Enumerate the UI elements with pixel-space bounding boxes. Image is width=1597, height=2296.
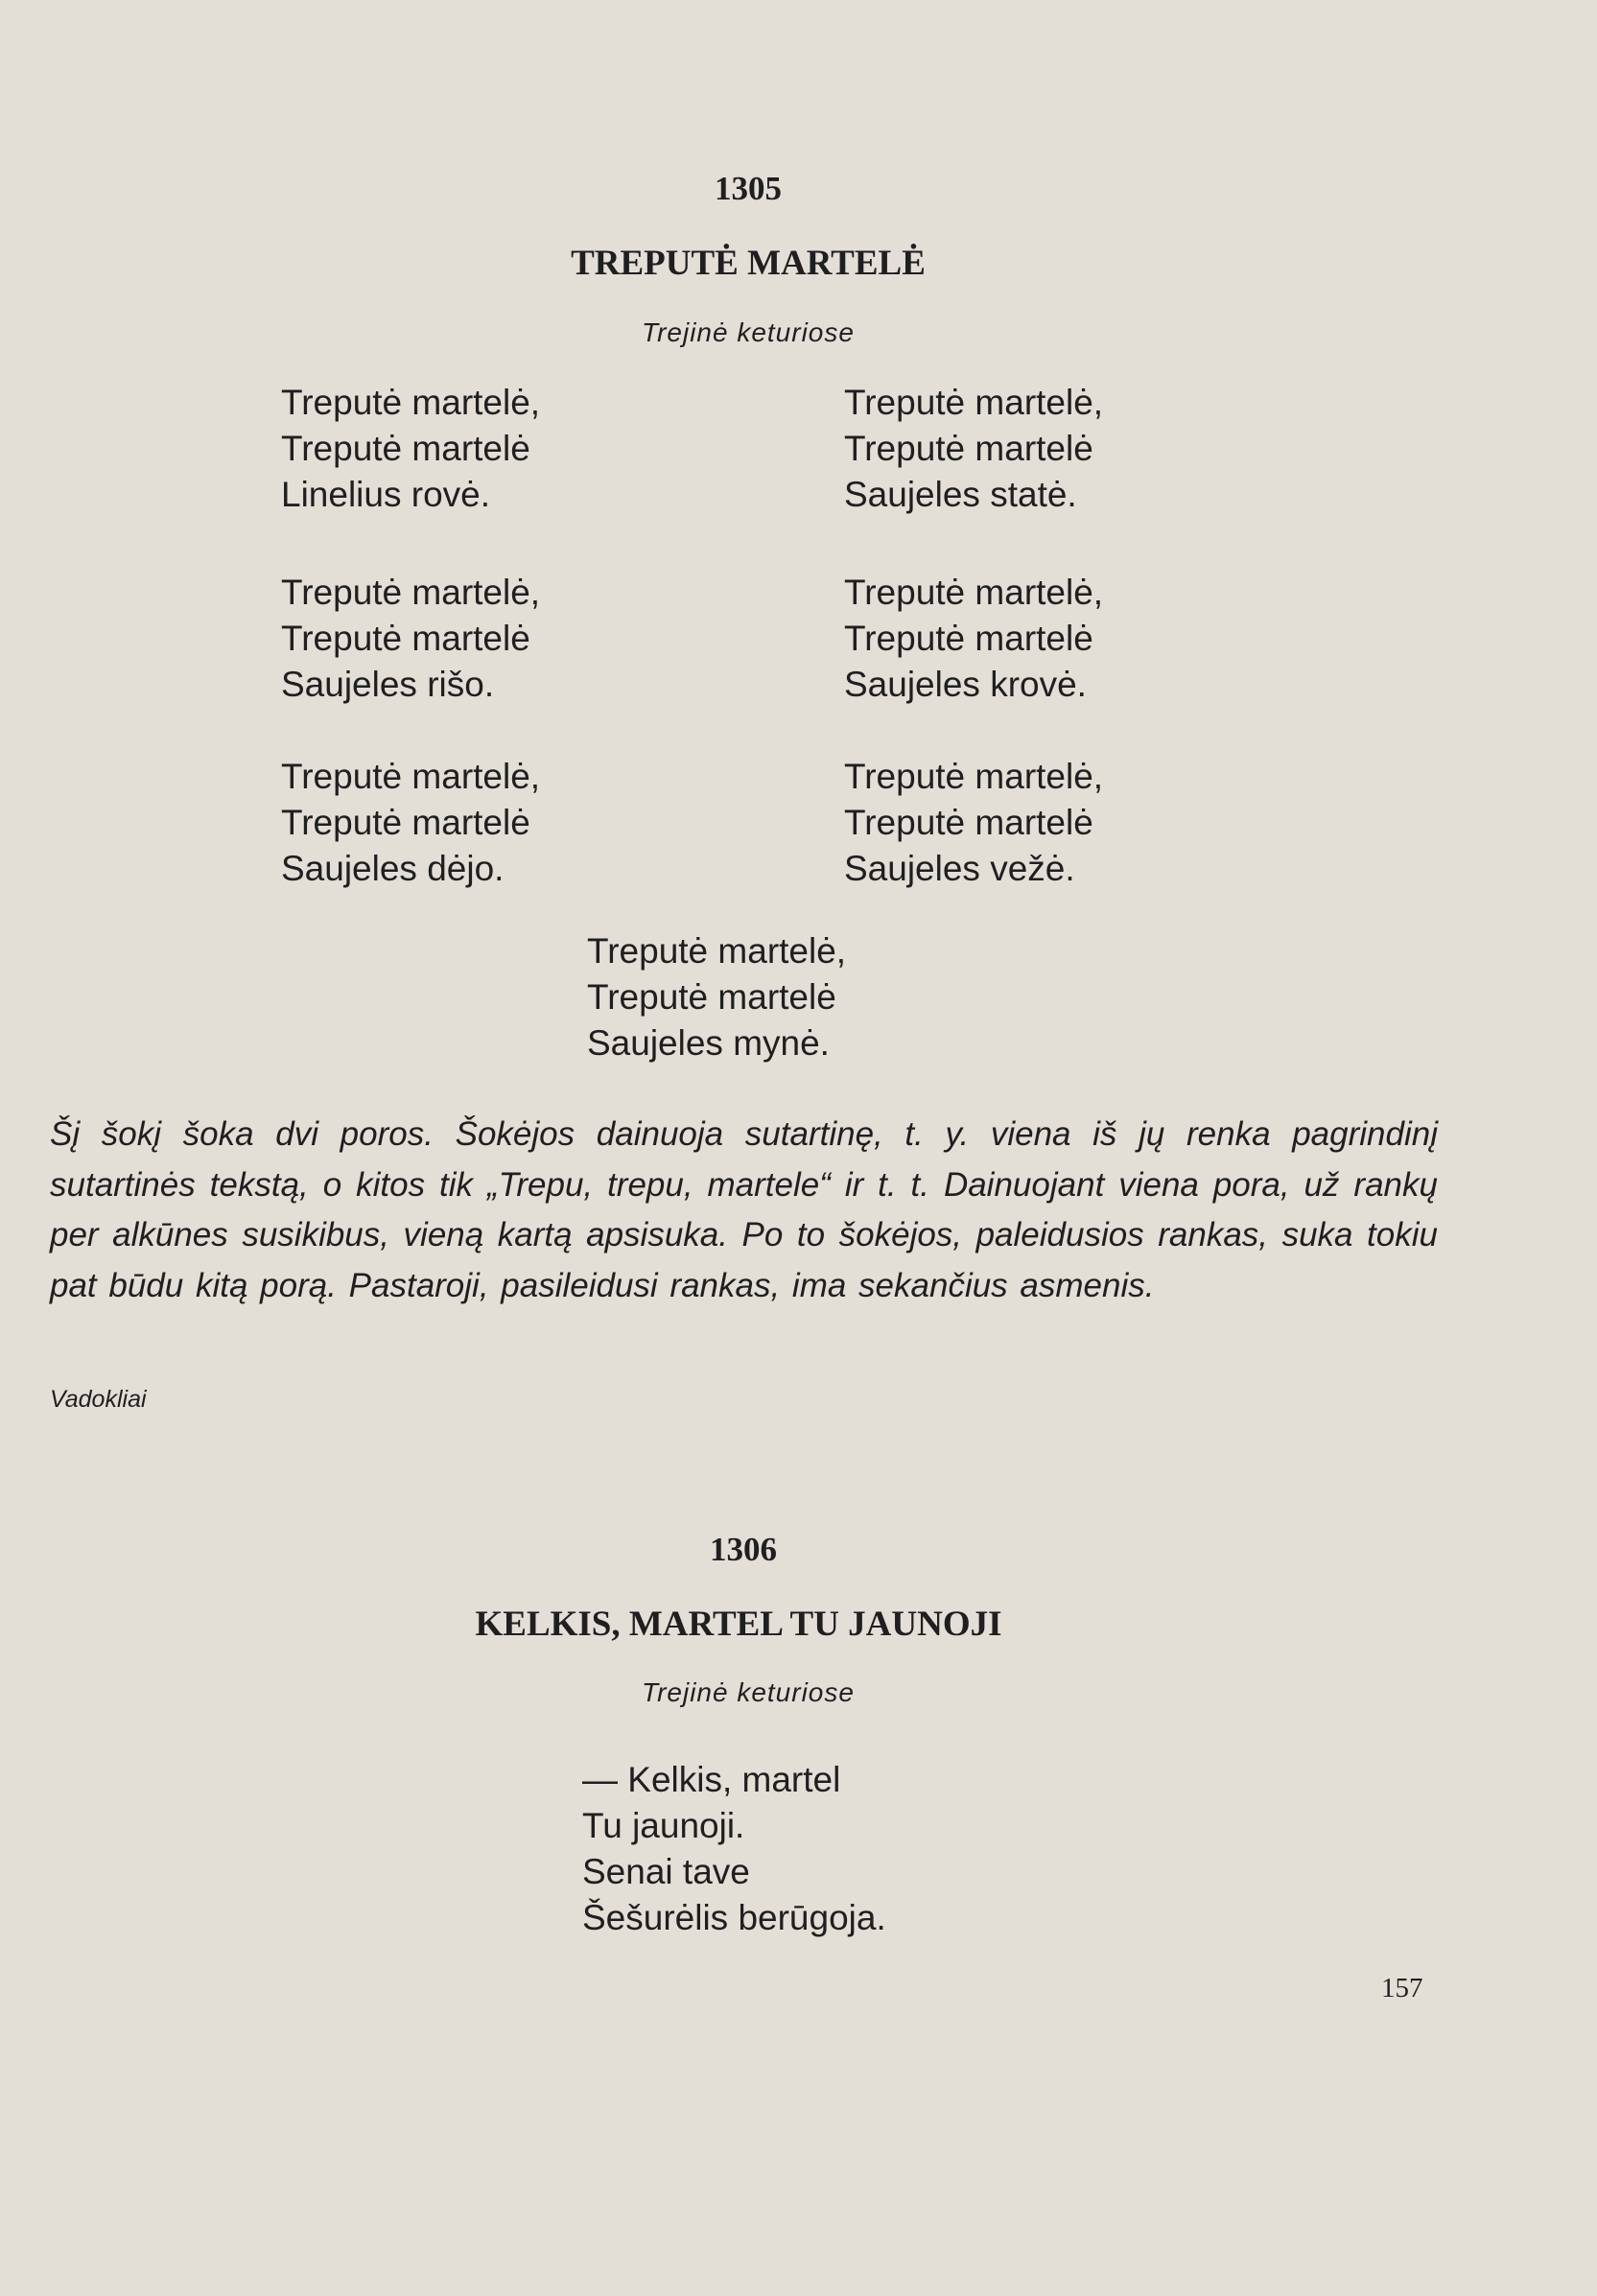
verse-line: Treputė martelė (844, 619, 1093, 658)
verse-line: Treputė martelė, (844, 757, 1104, 796)
verse-line: Saujeles mynė. (587, 1023, 830, 1063)
stanza-3 (281, 570, 540, 708)
verse-line: Linelius rovė. (281, 475, 491, 514)
verse-line: Saujeles statė. (844, 475, 1077, 514)
stanza-1 (281, 380, 540, 518)
song-title: TREPUTĖ MARTELĖ (571, 244, 926, 283)
page-number: 157 (1381, 1973, 1423, 2003)
verse-line: Treputė martelė, (587, 931, 847, 971)
song-number: 1306 (710, 1531, 777, 1568)
song-number: 1305 (715, 170, 782, 207)
dance-description: Šį šokį šoka dvi poros. Šokėjos dainuoja sutartinę, t. y. viena iš jų renka pagrindinį sutartinės tekstą, o kitos tik „Trepu, trepu, martele“ ir t. t. Dainuojant viena pora, už rankų per alkūnes susikibus, vieną kartą apsisuka. Po to šokėjos, paleidusios rankas, suka tokiu pat būdu kitą porą. Pastaroji, pasileidusi rankas, ima sekančius asmenis. (50, 1115, 1438, 1304)
verse-line: Treputė martelė (281, 803, 530, 842)
verse-line: Treputė martelė (844, 803, 1093, 842)
verse-line: Saujeles vežė. (844, 849, 1075, 888)
verse-line: Senai tave (582, 1852, 750, 1891)
verse-line: Saujeles krovė. (844, 665, 1087, 704)
stanza-6 (844, 754, 1103, 892)
song-subtitle: Trejinė keturiose (642, 1677, 855, 1707)
verse-line: Treputė martelė (587, 977, 836, 1017)
verse-line: Treputė martelė (281, 619, 530, 658)
stanza-7 (587, 928, 846, 1066)
stanza-5 (281, 754, 540, 892)
verse-line: Tu jaunoji. (582, 1806, 745, 1845)
verse-line: Šešurėlis berūgoja. (582, 1898, 886, 1937)
song-title: KELKIS, MARTEL TU JAUNOJI (475, 1605, 1002, 1644)
verse-line: Treputė martelė (281, 429, 530, 468)
source-location: Vadokliai (50, 1386, 147, 1413)
song-subtitle: Trejinė keturiose (642, 317, 855, 347)
verse-line: — Kelkis, martel (582, 1760, 841, 1799)
verse-line: Treputė martelė, (844, 573, 1104, 612)
verse-line: Treputė martelė, (281, 757, 541, 796)
verse-line: Treputė martelė, (281, 383, 541, 422)
verse-line: Saujeles rišo. (281, 665, 495, 704)
verse-line: Saujeles dėjo. (281, 849, 505, 888)
verse-line: Treputė martelė (844, 429, 1093, 468)
stanza-1 (582, 1757, 886, 1941)
stanza-2 (844, 380, 1103, 518)
verse-line: Treputė martelė, (844, 383, 1104, 422)
verse-line: Treputė martelė, (281, 573, 541, 612)
stanza-4 (844, 570, 1103, 708)
